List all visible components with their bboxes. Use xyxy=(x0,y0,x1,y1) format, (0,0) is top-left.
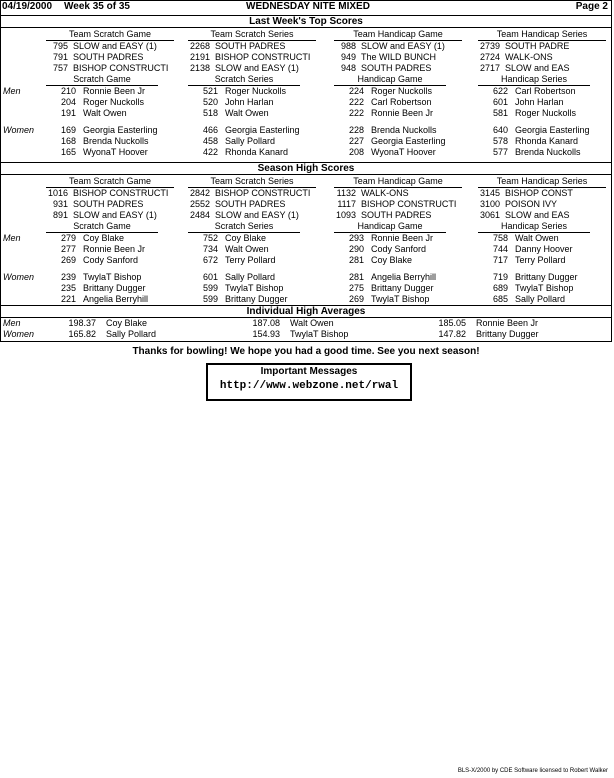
bowler-name: Carl Robertson xyxy=(371,97,432,107)
team-score: 2717 xyxy=(479,63,500,73)
individual-score: 685 xyxy=(492,294,508,304)
team-score: 1132 xyxy=(336,188,356,198)
team-score: 2724 xyxy=(479,52,500,62)
women-label: Women xyxy=(3,329,35,339)
bowler-name: Cody Sanford xyxy=(371,244,427,254)
bowler-name: Walt Owen xyxy=(83,108,127,118)
team-name: BISHOP CONSTRUCTI xyxy=(215,52,311,62)
individual-column-header: Scratch Series xyxy=(188,74,300,86)
team-name: BISHOP CONST xyxy=(505,188,573,198)
team-name: SOUTH PADRES xyxy=(361,63,432,73)
bowler-name: Brenda Nuckolls xyxy=(83,136,149,146)
team-column-header: Team Scratch Game xyxy=(46,29,174,41)
team-column-header: Team Scratch Series xyxy=(188,176,316,188)
individual-score: 672 xyxy=(202,255,218,265)
team-column-header: Team Handicap Game xyxy=(334,29,462,41)
team-score: 2552 xyxy=(189,199,210,209)
team-name: SLOW and EAS xyxy=(505,63,570,73)
team-name: The WILD BUNCH xyxy=(361,52,437,62)
team-name: BISHOP CONSTRUCTI xyxy=(361,199,457,209)
individual-score: 277 xyxy=(60,244,76,254)
team-score: 949 xyxy=(340,52,356,62)
team-score: 988 xyxy=(340,41,356,51)
software-footer: BLS-X/2000 by CDE Software licensed to Robert Walker xyxy=(457,768,608,774)
bowler-name: Roger Nuckolls xyxy=(371,86,433,96)
average-value: 165.82 xyxy=(68,329,96,339)
team-name: SLOW and EASY (1) xyxy=(73,41,157,51)
team-name: SOUTH PADRES xyxy=(215,41,286,51)
bowler-name: TwylaT Bishop xyxy=(225,283,284,293)
individual-score: 269 xyxy=(60,255,76,265)
women-label: Women xyxy=(3,272,35,282)
bowler-name: Georgia Easterling xyxy=(371,136,446,146)
league-name: WEDNESDAY NITE MIXED xyxy=(246,1,370,12)
team-score: 2842 xyxy=(189,188,210,198)
individual-score: 599 xyxy=(202,283,218,293)
individual-score: 222 xyxy=(348,97,364,107)
bowler-name: WyonaT Hoover xyxy=(83,147,148,157)
bowler-name: Angelia Berryhill xyxy=(371,272,437,282)
report-date: 04/19/2000 xyxy=(2,1,53,12)
average-value: 147.82 xyxy=(438,329,466,339)
bowler-name: Georgia Easterling xyxy=(515,125,590,135)
individual-column-header: Scratch Series xyxy=(188,221,300,233)
individual-score: 275 xyxy=(348,283,364,293)
bowler-name: Sally Pollard xyxy=(225,136,276,146)
average-value: 198.37 xyxy=(68,318,96,328)
men-label: Men xyxy=(3,318,21,328)
team-score: 891 xyxy=(52,210,68,220)
team-name: BISHOP CONSTRUCTI xyxy=(73,188,169,198)
individual-score: 210 xyxy=(60,86,76,96)
team-name: WALK-ONS xyxy=(361,188,409,198)
team-column-header: Team Handicap Game xyxy=(334,176,462,188)
bowler-name: Georgia Easterling xyxy=(225,125,300,135)
page-number: Page 2 xyxy=(575,1,608,12)
individual-score: 520 xyxy=(202,97,218,107)
team-score: 757 xyxy=(52,63,68,73)
bowler-name: Terry Pollard xyxy=(225,255,276,265)
individual-score: 521 xyxy=(202,86,218,96)
bowler-name: Brittany Dugger xyxy=(476,329,539,339)
individual-score: 719 xyxy=(492,272,508,282)
section-last-week: Last Week's Top Scores xyxy=(0,15,612,28)
individual-score: 279 xyxy=(60,233,76,243)
individual-score: 235 xyxy=(60,283,76,293)
bowler-name: Rhonda Kanard xyxy=(225,147,289,157)
individual-score: 227 xyxy=(348,136,364,146)
bowler-name: Ronnie Been Jr xyxy=(371,233,434,243)
average-value: 185.05 xyxy=(438,318,466,328)
team-score: 3100 xyxy=(479,199,500,209)
bowler-name: Danny Hoover xyxy=(515,244,573,254)
bowler-name: TwylaT Bishop xyxy=(290,329,349,339)
thanks-message: Thanks for bowling! We hope you had a good time. See you next season! xyxy=(132,346,480,357)
bowler-name: Cody Sanford xyxy=(83,255,139,265)
individual-score: 601 xyxy=(492,97,508,107)
bowler-name: Walt Owen xyxy=(515,233,559,243)
bowler-name: Brittany Dugger xyxy=(83,283,146,293)
team-score: 931 xyxy=(52,199,68,209)
bowler-name: Brittany Dugger xyxy=(225,294,288,304)
individual-score: 191 xyxy=(60,108,76,118)
individual-column-header: Handicap Series xyxy=(478,74,590,86)
individual-score: 599 xyxy=(202,294,218,304)
individual-score: 622 xyxy=(492,86,508,96)
bowler-name: Brenda Nuckolls xyxy=(515,147,581,157)
section-season: Season High Scores xyxy=(0,162,612,175)
bowler-name: Ronnie Been Jr xyxy=(371,108,434,118)
team-score: 948 xyxy=(340,63,356,73)
individual-score: 717 xyxy=(492,255,508,265)
team-score: 2484 xyxy=(189,210,210,220)
team-score: 2268 xyxy=(189,41,210,51)
individual-score: 168 xyxy=(60,136,76,146)
individual-score: 224 xyxy=(348,86,364,96)
individual-score: 293 xyxy=(348,233,364,243)
bowler-name: Sally Pollard xyxy=(106,329,157,339)
bowler-name: Brenda Nuckolls xyxy=(371,125,437,135)
bowler-name: Ronnie Been Jr xyxy=(83,86,146,96)
average-value: 154.93 xyxy=(252,329,280,339)
team-name: SOUTH PADRES xyxy=(73,52,144,62)
individual-score: 601 xyxy=(202,272,218,282)
bowler-name: Sally Pollard xyxy=(515,294,566,304)
bowler-name: Coy Blake xyxy=(371,255,413,265)
bowler-name: Ronnie Been Jr xyxy=(83,244,146,254)
team-name: POISON IVY xyxy=(505,199,558,209)
individual-score: 734 xyxy=(202,244,218,254)
individual-score: 640 xyxy=(492,125,508,135)
bowler-name: Rhonda Kanard xyxy=(515,136,579,146)
team-column-header: Team Scratch Series xyxy=(188,29,316,41)
team-column-header: Team Handicap Series xyxy=(478,176,606,188)
messages-title: Important Messages xyxy=(260,366,358,377)
individual-score: 689 xyxy=(492,283,508,293)
individual-score: 169 xyxy=(60,125,76,135)
bowler-name: Carl Robertson xyxy=(515,86,576,96)
individual-score: 518 xyxy=(202,108,218,118)
team-score: 791 xyxy=(52,52,68,62)
individual-column-header: Handicap Game xyxy=(334,74,446,86)
team-score: 2138 xyxy=(189,63,210,73)
individual-score: 239 xyxy=(60,272,76,282)
bowler-name: Coy Blake xyxy=(106,318,148,328)
bowler-name: John Harlan xyxy=(515,97,564,107)
team-score: 1117 xyxy=(337,199,356,209)
individual-score: 221 xyxy=(60,294,76,304)
individual-column-header: Scratch Game xyxy=(46,221,158,233)
bowler-name: John Harlan xyxy=(225,97,274,107)
bowler-name: Terry Pollard xyxy=(515,255,566,265)
team-name: SOUTH PADRES xyxy=(73,199,144,209)
team-name: SOUTH PADRES xyxy=(361,210,432,220)
individual-score: 752 xyxy=(202,233,218,243)
team-name: WALK-ONS xyxy=(505,52,553,62)
individual-score: 281 xyxy=(348,272,364,282)
individual-score: 165 xyxy=(60,147,76,157)
individual-score: 290 xyxy=(348,244,364,254)
team-name: BISHOP CONSTRUCTI xyxy=(215,188,311,198)
men-label: Men xyxy=(3,233,21,243)
section-averages: Individual High Averages xyxy=(0,305,612,318)
team-score: 1016 xyxy=(47,188,68,198)
individual-score: 466 xyxy=(202,125,218,135)
important-messages-box xyxy=(206,363,412,401)
team-name: SOUTH PADRE xyxy=(505,41,570,51)
team-name: SLOW and EAS xyxy=(505,210,570,220)
team-name: SOUTH PADRES xyxy=(215,199,286,209)
bowler-name: Brittany Dugger xyxy=(515,272,578,282)
women-label: Women xyxy=(3,125,35,135)
team-name: SLOW and EASY (1) xyxy=(215,63,299,73)
bowler-name: Roger Nuckolls xyxy=(515,108,577,118)
bowler-name: TwylaT Bishop xyxy=(371,294,430,304)
team-column-header: Team Handicap Series xyxy=(478,29,606,41)
bowler-name: WyonaT Hoover xyxy=(371,147,436,157)
individual-score: 744 xyxy=(492,244,508,254)
individual-score: 577 xyxy=(492,147,508,157)
bowler-name: Walt Owen xyxy=(290,318,334,328)
bowler-name: Ronnie Been Jr xyxy=(476,318,539,328)
bowler-name: Walt Owen xyxy=(225,108,269,118)
bowler-name: Angelia Berryhill xyxy=(83,294,149,304)
bowler-name: Georgia Easterling xyxy=(83,125,158,135)
individual-column-header: Scratch Game xyxy=(46,74,158,86)
report-week: Week 35 of 35 xyxy=(64,1,130,12)
bowler-name: Coy Blake xyxy=(83,233,125,243)
team-name: BISHOP CONSTRUCTI xyxy=(73,63,169,73)
individual-score: 758 xyxy=(492,233,508,243)
team-score: 2191 xyxy=(189,52,210,62)
team-score: 1093 xyxy=(335,210,356,220)
bowler-name: TwylaT Bishop xyxy=(83,272,142,282)
individual-score: 208 xyxy=(348,147,364,157)
team-name: SLOW and EASY (1) xyxy=(361,41,445,51)
bowler-name: Walt Owen xyxy=(225,244,269,254)
individual-score: 281 xyxy=(348,255,364,265)
messages-url[interactable]: http://www.webzone.net/rwal xyxy=(219,380,399,392)
team-name: SLOW and EASY (1) xyxy=(215,210,299,220)
team-column-header: Team Scratch Game xyxy=(46,176,174,188)
individual-column-header: Handicap Series xyxy=(478,221,590,233)
bowler-name: Roger Nuckolls xyxy=(225,86,287,96)
bowler-name: Sally Pollard xyxy=(225,272,276,282)
individual-column-header: Handicap Game xyxy=(334,221,446,233)
bowler-name: Roger Nuckolls xyxy=(83,97,145,107)
individual-score: 458 xyxy=(202,136,218,146)
individual-score: 222 xyxy=(348,108,364,118)
bowler-name: TwylaT Bishop xyxy=(515,283,574,293)
individual-score: 269 xyxy=(348,294,364,304)
men-label: Men xyxy=(3,86,21,96)
individual-score: 228 xyxy=(348,125,364,135)
team-score: 795 xyxy=(52,41,68,51)
individual-score: 422 xyxy=(202,147,218,157)
team-name: SLOW and EASY (1) xyxy=(73,210,157,220)
team-score: 3145 xyxy=(479,188,500,198)
team-score: 2739 xyxy=(479,41,500,51)
bowler-name: Brittany Dugger xyxy=(371,283,434,293)
individual-score: 578 xyxy=(492,136,508,146)
team-score: 3061 xyxy=(479,210,500,220)
average-value: 187.08 xyxy=(252,318,280,328)
individual-score: 581 xyxy=(492,108,508,118)
bowler-name: Coy Blake xyxy=(225,233,267,243)
individual-score: 204 xyxy=(60,97,76,107)
